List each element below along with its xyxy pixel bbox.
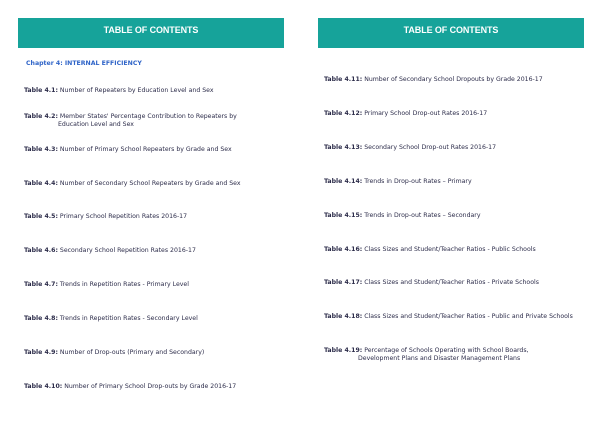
toc-entry[interactable] bbox=[24, 213, 187, 221]
toc-entry[interactable] bbox=[324, 246, 536, 254]
table-number: Table 4.6: bbox=[24, 247, 58, 254]
table-number: Table 4.3: bbox=[24, 146, 58, 153]
table-title: Trends in Drop-out Rates – Primary bbox=[364, 178, 472, 185]
table-number: Table 4.9: bbox=[24, 349, 58, 356]
table-number: Table 4.4: bbox=[24, 180, 58, 187]
table-number: Table 4.16: bbox=[324, 246, 363, 253]
toc-entry[interactable] bbox=[24, 146, 232, 154]
table-title: Primary School Repetition Rates 2016-17 bbox=[59, 213, 188, 220]
table-number: Table 4.13: bbox=[324, 144, 363, 151]
toc-entry[interactable] bbox=[324, 212, 481, 220]
toc-entry[interactable] bbox=[324, 76, 543, 84]
table-title: Percentage of Schools Operating with School Boards, bbox=[364, 347, 529, 354]
toc-entry[interactable] bbox=[24, 247, 196, 255]
table-title: Class Sizes and Student/Teacher Ratios - Public and Private Schools bbox=[364, 313, 573, 320]
toc-entry[interactable] bbox=[324, 144, 496, 152]
table-title: Number of Drop-outs (Primary and Secondary) bbox=[59, 349, 205, 356]
toc-entry[interactable] bbox=[24, 383, 236, 391]
table-number: Table 4.19: bbox=[324, 347, 363, 354]
table-number: Table 4.10: bbox=[24, 383, 63, 390]
table-number: Table 4.12: bbox=[324, 110, 363, 117]
table-title: Number of Primary School Drop-outs by Grade 2016-17 bbox=[64, 383, 237, 390]
table-number: Table 4.11: bbox=[324, 76, 363, 83]
right-page bbox=[300, 0, 600, 424]
table-number: Table 4.8: bbox=[24, 315, 58, 322]
toc-entry[interactable] bbox=[324, 178, 472, 186]
toc-entry[interactable] bbox=[324, 110, 487, 118]
table-title: Secondary School Drop-out Rates 2016-17 bbox=[364, 144, 497, 151]
toc-entry[interactable] bbox=[24, 113, 237, 129]
toc-entry[interactable] bbox=[24, 315, 198, 323]
chapter-heading: Chapter 4: INTERNAL EFFICIENCY bbox=[26, 60, 142, 67]
table-title: Trends in Drop-out Rates – Secondary bbox=[364, 212, 481, 219]
toc-entry[interactable] bbox=[24, 87, 214, 95]
table-number: Table 4.18: bbox=[324, 313, 363, 320]
table-number: Table 4.5: bbox=[24, 213, 58, 220]
table-number: Table 4.7: bbox=[24, 281, 58, 288]
table-title: Number of Secondary School Dropouts by Grade 2016-17 bbox=[364, 76, 543, 83]
table-title: Member States' Percentage Contribution to Repeaters by bbox=[59, 113, 237, 120]
table-number: Table 4.1: bbox=[24, 87, 58, 94]
table-title: Number of Repeaters by Education Level and Sex bbox=[59, 87, 214, 94]
toc-header: TABLE OF CONTENTS bbox=[318, 18, 584, 48]
toc-entry[interactable] bbox=[24, 281, 189, 289]
table-number: Table 4.2: bbox=[24, 113, 58, 120]
table-number: Table 4.14: bbox=[324, 178, 363, 185]
table-title: Secondary School Repetition Rates 2016-17 bbox=[59, 247, 196, 254]
table-title: Trends in Repetition Rates - Primary Level bbox=[59, 281, 189, 288]
toc-header: TABLE OF CONTENTS bbox=[18, 18, 284, 48]
table-title: Class Sizes and Student/Teacher Ratios - Public Schools bbox=[364, 246, 536, 253]
toc-entry[interactable] bbox=[24, 180, 241, 188]
table-number: Table 4.15: bbox=[324, 212, 363, 219]
table-title-continued: Education Level and Sex bbox=[58, 121, 134, 128]
toc-entry[interactable] bbox=[24, 349, 204, 357]
table-title: Number of Primary School Repeaters by Grade and Sex bbox=[59, 146, 232, 153]
table-title: Number of Secondary School Repeaters by Grade and Sex bbox=[59, 180, 241, 187]
toc-entry[interactable] bbox=[324, 347, 529, 363]
table-title: Trends in Repetition Rates - Secondary Level bbox=[59, 315, 198, 322]
toc-entry[interactable] bbox=[324, 279, 539, 287]
table-title: Class Sizes and Student/Teacher Ratios - Private Schools bbox=[364, 279, 539, 286]
table-title-continued: Development Plans and Disaster Management Plans bbox=[358, 355, 521, 362]
table-title: Primary School Drop-out Rates 2016-17 bbox=[364, 110, 488, 117]
table-number: Table 4.17: bbox=[324, 279, 363, 286]
toc-entry[interactable] bbox=[324, 313, 573, 321]
